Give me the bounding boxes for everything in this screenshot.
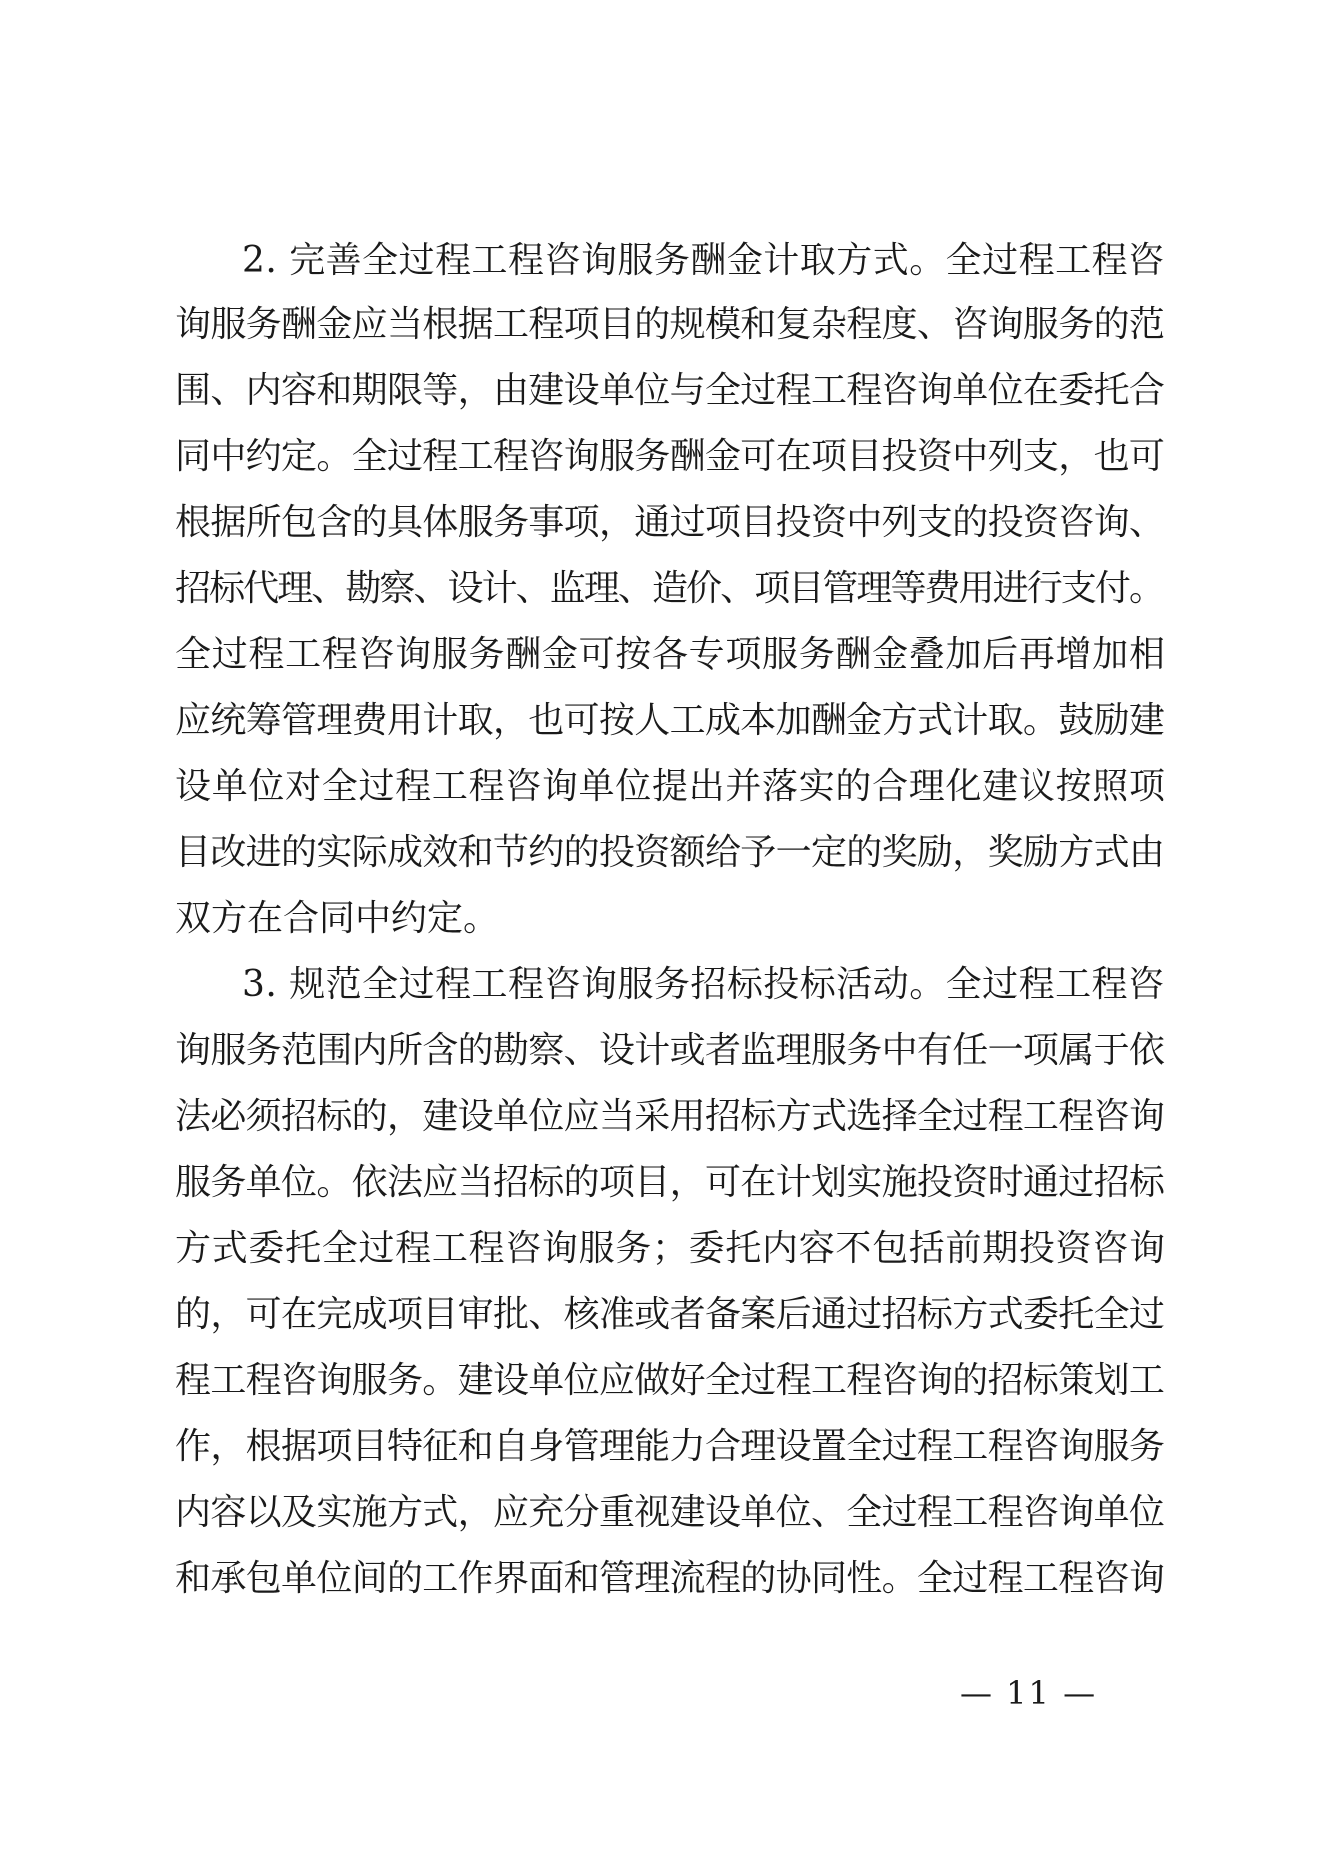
- paragraph-line: [0, 620, 1323, 690]
- paragraph-line: [0, 1280, 1323, 1350]
- paragraph-line: [0, 1214, 1323, 1284]
- paragraph-line: [0, 752, 1323, 822]
- line-text: 根据所包含的具体服务事项，通过项目投资中列支的投资咨询、: [175, 502, 1165, 543]
- line-text: 2. 完善全过程工程咨询服务酬金计取方式。全过程工程咨: [242, 240, 1165, 281]
- paragraph-line: [0, 1544, 1323, 1614]
- paragraph-line: [0, 1016, 1323, 1086]
- line-text: 内容以及实施方式，应充分重视建设单位、全过程工程咨询单位: [175, 1492, 1165, 1533]
- paragraph-line: [0, 356, 1323, 426]
- paragraph-line: [0, 1412, 1323, 1482]
- line-text: 程工程咨询服务。建设单位应做好全过程工程咨询的招标策划工: [175, 1360, 1165, 1401]
- paragraph-line: [0, 1346, 1323, 1416]
- line-text: 全过程工程咨询服务酬金可按各专项服务酬金叠加后再增加相: [175, 634, 1166, 675]
- line-text: 3. 规范全过程工程咨询服务招标投标活动。全过程工程咨: [242, 964, 1165, 1005]
- line-text: 设单位对全过程工程咨询单位提出并落实的合理化建议按照项: [175, 766, 1166, 807]
- paragraph-line: [0, 226, 1323, 296]
- line-text: 同中约定。全过程工程咨询服务酬金可在项目投资中列支，也可: [175, 436, 1165, 477]
- line-text: 的，可在完成项目审批、核准或者备案后通过招标方式委托全过: [175, 1294, 1165, 1335]
- line-text: 围、内容和期限等，由建设单位与全过程工程咨询单位在委托合: [175, 370, 1165, 411]
- paragraph-line: [0, 950, 1323, 1020]
- line-text: 询服务酬金应当根据工程项目的规模和复杂程度、咨询服务的范: [175, 304, 1165, 345]
- line-text: 作，根据项目特征和自身管理能力合理设置全过程工程咨询服务: [175, 1426, 1165, 1467]
- paragraph-line: [0, 422, 1323, 492]
- paragraph-line: [0, 488, 1323, 558]
- paragraph-line: [0, 1082, 1323, 1152]
- paragraph-line: [0, 1478, 1323, 1548]
- line-text: 和承包单位间的工作界面和管理流程的协同性。全过程工程咨询: [175, 1558, 1165, 1599]
- line-text: 方式委托全过程工程咨询服务；委托内容不包括前期投资咨询: [175, 1228, 1166, 1269]
- page-number: — 11 —: [960, 1674, 1098, 1712]
- line-text: 法必须招标的，建设单位应当采用招标方式选择全过程工程咨询: [175, 1096, 1165, 1137]
- paragraph-line: [0, 290, 1323, 360]
- line-text: 目改进的实际成效和节约的投资额给予一定的奖励，奖励方式由: [175, 832, 1165, 873]
- paragraph-line: [0, 818, 1323, 888]
- paragraph-line: [0, 884, 1323, 954]
- line-text: 询服务范围内所含的勘察、设计或者监理服务中有任一项属于依: [175, 1030, 1165, 1071]
- paragraph-line: [0, 1148, 1323, 1218]
- paragraph-line: [0, 686, 1323, 756]
- paragraph-line: [0, 554, 1323, 624]
- line-text: 招标代理、勘察、设计、监理、造价、项目管理等费用进行支付。: [175, 568, 1164, 609]
- line-text: 服务单位。依法应当招标的项目，可在计划实施投资时通过招标: [175, 1162, 1165, 1203]
- line-text: 双方在合同中约定。: [175, 898, 500, 939]
- line-text: 应统筹管理费用计取，也可按人工成本加酬金方式计取。鼓励建: [175, 700, 1165, 741]
